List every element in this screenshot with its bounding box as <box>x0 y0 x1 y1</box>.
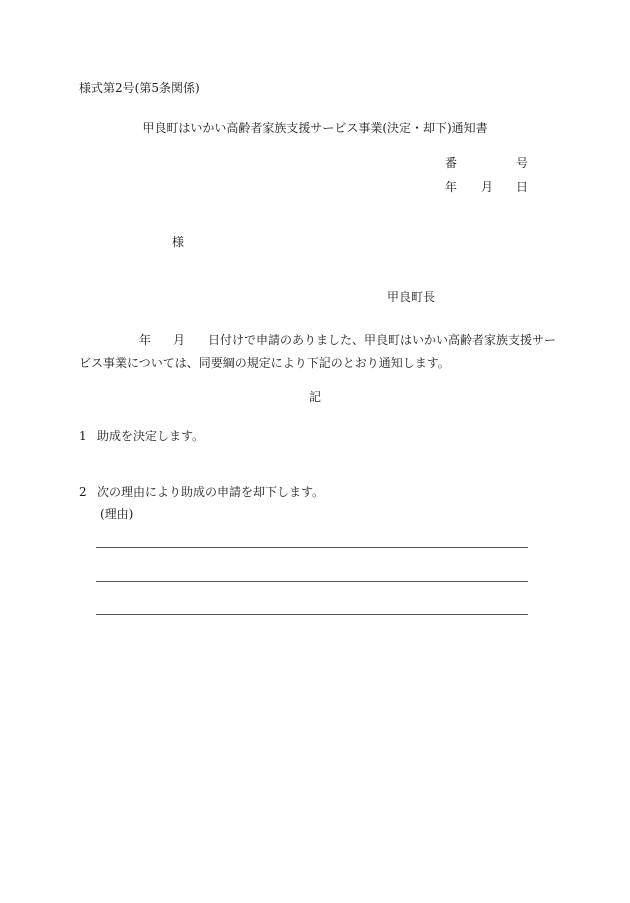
item-1-number: 1 <box>79 429 87 443</box>
document-number-label: 番 <box>445 156 458 170</box>
reason-line-3 <box>96 614 528 615</box>
reason-line-1 <box>96 547 528 548</box>
body-year-label: 年 <box>139 333 152 347</box>
date-day-label: 日 <box>516 180 529 194</box>
issuer-name: 甲良町長 <box>387 290 436 304</box>
reason-line-2 <box>96 581 528 582</box>
body-text-line-2: ビス事業については、同要綱の規定により下記のとおり通知します。 <box>79 356 450 370</box>
reason-label: (理由) <box>100 507 134 521</box>
date-month-label: 月 <box>481 180 494 194</box>
body-month-label: 月 <box>173 333 186 347</box>
item-2-number: 2 <box>79 485 87 499</box>
addressee-honorific: 様 <box>172 235 185 249</box>
document-number-suffix: 号 <box>516 156 529 170</box>
item-1-text: 助成を決定します。 <box>97 429 205 443</box>
date-year-label: 年 <box>445 180 458 194</box>
ki-heading: 記 <box>308 390 321 404</box>
form-number: 様式第2号(第5条関係) <box>79 81 200 95</box>
item-2-text: 次の理由により助成の申請を却下します。 <box>97 485 325 499</box>
document-title: 甲良町はいかい高齢者家族支援サービス事業(決定・却下)通知書 <box>142 121 488 135</box>
body-text-line-1: 日付けで申請のありました、甲良町はいかい高齢者家族支援サー <box>208 333 557 347</box>
